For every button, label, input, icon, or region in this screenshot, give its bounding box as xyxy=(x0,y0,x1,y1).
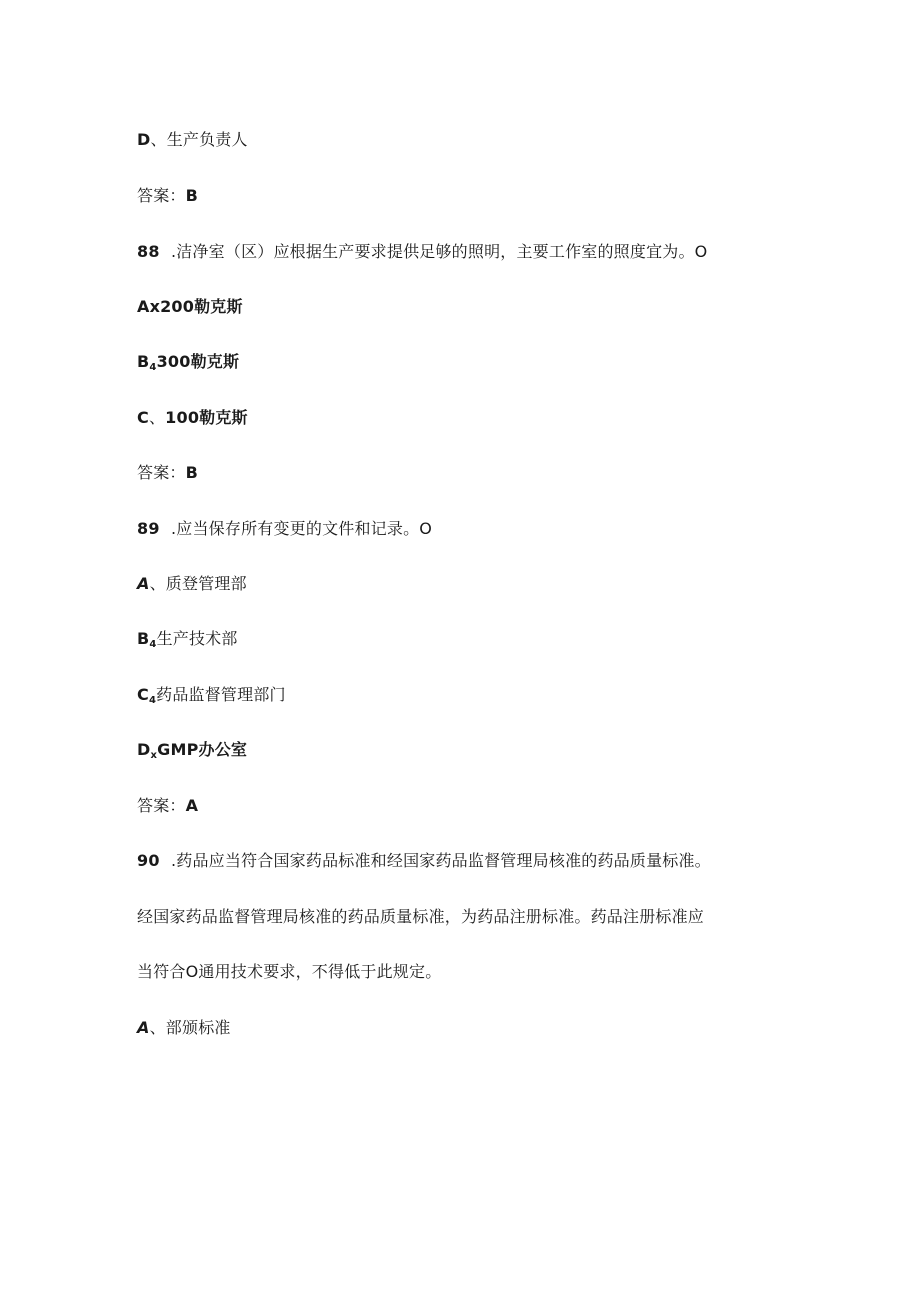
option-subscript: x xyxy=(150,750,158,761)
option-subscript: 4 xyxy=(149,362,157,373)
answer-label: 答案： xyxy=(137,463,186,482)
option-text: 部颁标准 xyxy=(165,1018,231,1037)
option-b-line xyxy=(137,351,239,379)
option-subscript: 4 xyxy=(148,695,157,706)
answer-value: B xyxy=(185,186,199,205)
question-88 xyxy=(137,241,707,263)
option-text: 质登管理部 xyxy=(165,574,247,593)
option-c-line xyxy=(137,684,286,712)
option-a-line xyxy=(137,573,247,595)
option-text: 药品监督管理部门 xyxy=(156,685,286,704)
question-number: 90 xyxy=(137,851,160,870)
answer-line xyxy=(137,185,198,207)
option-separator: 、 xyxy=(149,1018,166,1037)
answer-label: 答案： xyxy=(137,186,186,205)
option-separator: 、 xyxy=(150,130,167,149)
option-separator: 、 xyxy=(149,574,166,593)
question-89 xyxy=(137,518,432,540)
question-90-continued xyxy=(137,906,704,928)
option-letter: B xyxy=(137,629,150,648)
question-90 xyxy=(137,850,711,872)
option-letter: B xyxy=(137,352,150,371)
option-d-line xyxy=(137,739,247,767)
option-letter: A xyxy=(137,1018,150,1037)
option-letter: C xyxy=(137,408,149,427)
question-text: 当符合O通用技术要求，不得低于此规定。 xyxy=(137,962,442,981)
option-a-line xyxy=(137,1017,231,1039)
option-letter: D xyxy=(137,130,151,149)
option-text: 生产负责人 xyxy=(166,130,248,149)
option-text: 100勒克斯 xyxy=(165,408,248,427)
question-text: .药品应当符合国家药品标准和经国家药品监督管理局核准的药品质量标准。 xyxy=(171,851,711,870)
option-c-line xyxy=(137,407,248,429)
option-separator: 、 xyxy=(148,408,166,427)
option-letter: A xyxy=(137,574,150,593)
answer-line xyxy=(137,795,198,817)
option-letter: D xyxy=(137,740,151,759)
answer-label: 答案： xyxy=(137,796,186,815)
option-text: 生产技术部 xyxy=(156,629,238,648)
question-text: 经国家药品监督管理局核准的药品质量标准，为药品注册标准。药品注册标准应 xyxy=(137,907,705,926)
question-text: .洁净室（区）应根据生产要求提供足够的照明，主要工作室的照度宜为。O xyxy=(171,242,708,261)
question-number: 89 xyxy=(137,519,160,538)
option-subscript: 4 xyxy=(149,639,157,650)
option-text: 300勒克斯 xyxy=(156,352,240,371)
question-number: 88 xyxy=(137,242,160,261)
question-90-continued xyxy=(137,961,441,983)
option-b-line xyxy=(137,628,238,656)
answer-value: B xyxy=(185,463,199,482)
answer-line xyxy=(137,462,198,484)
question-text: .应当保存所有变更的文件和记录。O xyxy=(171,519,433,538)
option-letter: C xyxy=(137,685,149,704)
option-a-line xyxy=(137,296,243,318)
answer-value: A xyxy=(185,796,199,815)
option-text: GMP办公室 xyxy=(157,740,248,759)
option-text: Ax200勒克斯 xyxy=(137,297,243,316)
option-d-line xyxy=(137,129,248,151)
